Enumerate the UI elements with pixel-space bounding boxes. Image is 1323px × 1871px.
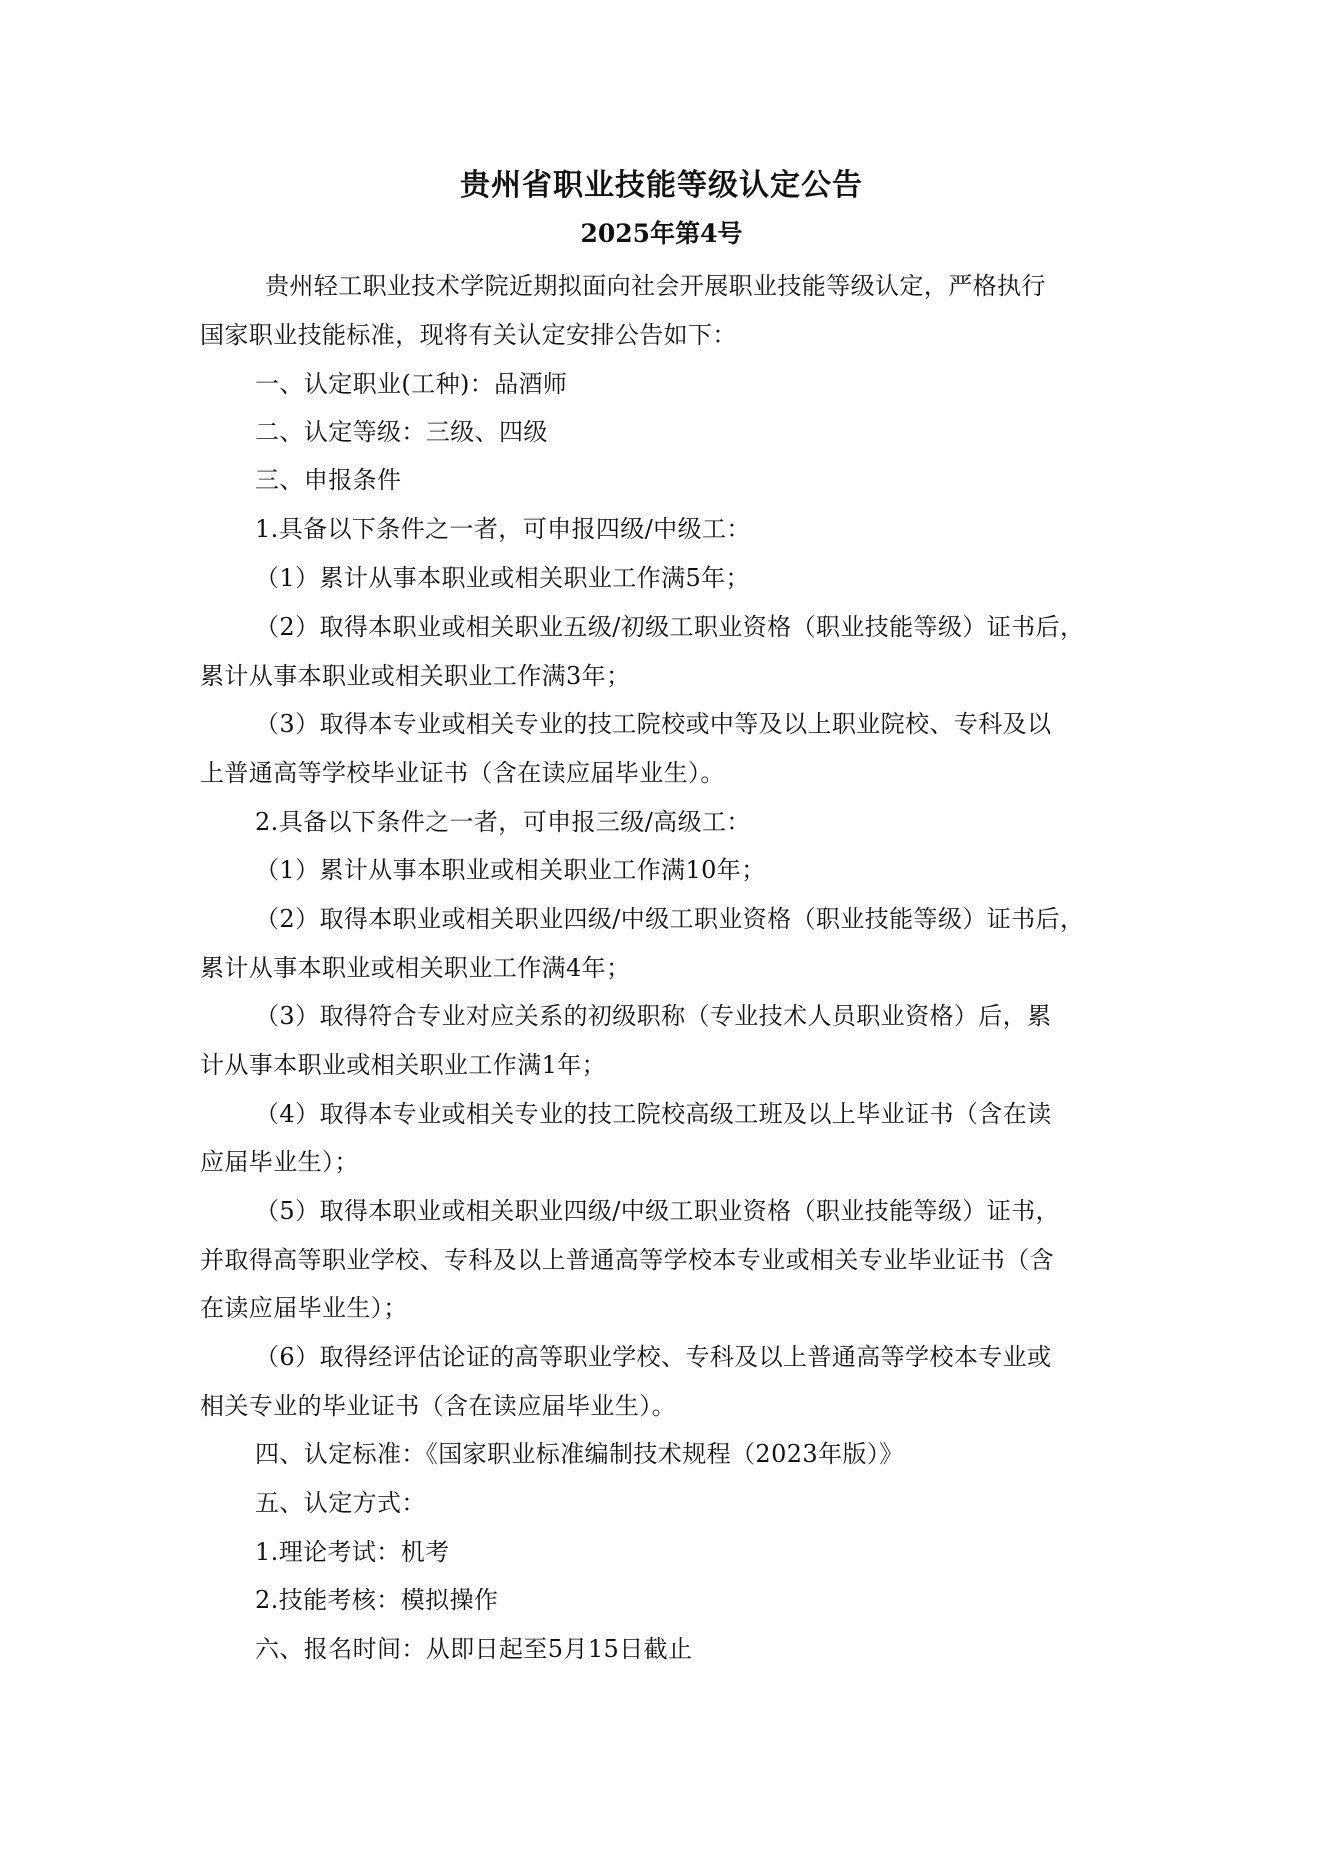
section-standard: 四、认定标准：《国家职业标准编制技术规程（2023年版）》	[255, 1440, 904, 1468]
document-title: 贵州省职业技能等级认定公告	[460, 168, 863, 203]
condition-2-5-line-1: （5）取得本职业或相关职业四级/中级工职业资格（职业技能等级）证书，	[255, 1197, 1060, 1225]
condition-2-4-line-2: 应届毕业生）；	[200, 1148, 359, 1176]
condition-2-5-line-3: 在读应届毕业生）；	[200, 1294, 408, 1322]
condition-2-4-line-1: （4）取得本专业或相关专业的技工院校高级工班及以上毕业证书（含在读	[255, 1100, 1052, 1128]
intro-line-2: 国家职业技能标准，现将有关认定安排公告如下：	[200, 321, 737, 349]
method-skill: 2.技能考核：模拟操作	[255, 1586, 499, 1614]
intro-line-1: 贵州轻工职业技术学院近期拟面向社会开展职业技能等级认定，严格执行	[265, 272, 1046, 300]
condition-group-1: 1.具备以下条件之一者，可申报四级/中级工：	[255, 515, 751, 543]
method-theory: 1.理论考试：机考	[255, 1538, 450, 1566]
condition-1-3-line-2: 上普通高等学校毕业证书（含在读应届毕业生）。	[200, 759, 725, 787]
condition-2-1: （1）累计从事本职业或相关职业工作满10年；	[255, 856, 766, 884]
condition-2-6-line-1: （6）取得经评估论证的高等职业学校、专科及以上普通高等学校本专业或	[255, 1343, 1052, 1371]
condition-2-3-line-1: （3）取得符合专业对应关系的初级职称（专业技术人员职业资格）后，累	[255, 1002, 1052, 1030]
section-level: 二、认定等级：三级、四级	[255, 418, 548, 446]
section-occupation: 一、认定职业(工种)：品酒师	[255, 370, 568, 398]
section-method: 五、认定方式：	[255, 1489, 426, 1517]
document-number: 2025年第4号	[580, 219, 743, 248]
condition-2-6-line-2: 相关专业的毕业证书（含在读应届毕业生）。	[200, 1392, 676, 1420]
condition-1-3-line-1: （3）取得本专业或相关专业的技工院校或中等及以上职业院校、专科及以	[255, 710, 1052, 738]
condition-2-5-line-2: 并取得高等职业学校、专科及以上普通高等学校本专业或相关专业毕业证书（含	[200, 1246, 1054, 1274]
condition-2-2-line-1: （2）取得本职业或相关职业四级/中级工职业资格（职业技能等级）证书后，	[255, 905, 1085, 933]
condition-group-2: 2.具备以下条件之一者，可申报三级/高级工：	[255, 808, 751, 836]
condition-2-2-line-2: 累计从事本职业或相关职业工作满4年；	[200, 954, 631, 982]
section-registration-time: 六、报名时间：从即日起至5月15日截止	[255, 1635, 693, 1663]
section-conditions-heading: 三、申报条件	[255, 466, 402, 494]
condition-1-1: （1）累计从事本职业或相关职业工作满5年；	[255, 564, 750, 592]
condition-1-2-line-2: 累计从事本职业或相关职业工作满3年；	[200, 662, 631, 690]
condition-1-2-line-1: （2）取得本职业或相关职业五级/初级工职业资格（职业技能等级）证书后，	[255, 613, 1085, 641]
condition-2-3-line-2: 计从事本职业或相关职业工作满1年；	[200, 1051, 607, 1079]
